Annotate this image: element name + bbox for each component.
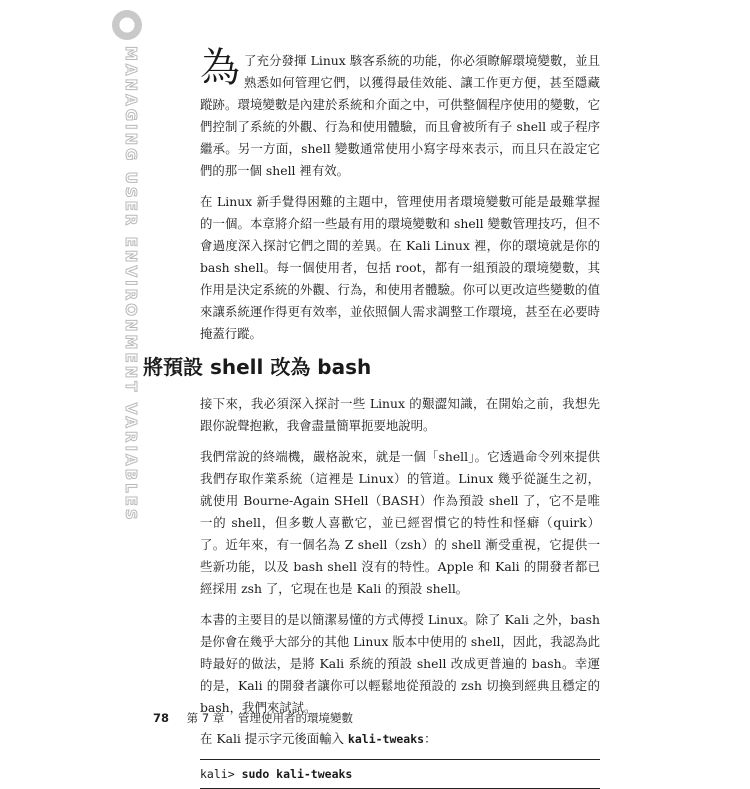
footer-chapter-title: 管理使用者的環境變數 bbox=[237, 711, 353, 725]
section-paragraph-3: 本書的主要目的是以簡潔易懂的方式傳授 Linux。除了 Kali 之外，bash 是你會在幾乎大部分的其他 Linux 版本中使用的 shell，因此，我認為此時最好的做法，是將 Kali 系統的預設 shell 改成更普遍的 bash。幸運的是，Kali 的開發者讓你可以輕鬆地從預設的 zsh 切換到經典且穩定的 bash，我們來試試。 bbox=[200, 612, 600, 715]
intro-paragraph-2: 在 Linux 新手覺得困難的主題中，管理使用者環境變數可能是最難掌握的一個。本章將介紹一些最有用的環境變數和 shell 變數管理技巧，但不會過度深入探討它們之間的差異。在 Kali Linux 裡，你的環境就是你的 bash shell。每一個使用者，包括 root，都有一組預設的環境變數，其作用是決定系統的外觀、行為，和使用者體驗。你可以更改這些變數的值來讓系統運作得更有效率，並依照個人需求調整工作環境，甚至在必要時掩蓋行蹤。 bbox=[200, 194, 600, 341]
inline-code-kali-tweaks: kali-tweaks bbox=[347, 732, 425, 746]
code-command: sudo kali-tweaks bbox=[241, 767, 353, 781]
page-number: 78 bbox=[153, 711, 170, 725]
section-paragraph-4 bbox=[200, 728, 600, 750]
paragraph-4-suffix: ： bbox=[424, 731, 437, 746]
sidebar-chapter-title: MANAGING USER ENVIRONMENT VARIABLES bbox=[122, 46, 140, 523]
code-block bbox=[200, 759, 600, 789]
page-footer bbox=[153, 710, 353, 726]
code-prompt: kali> bbox=[200, 767, 235, 781]
intro-paragraph-1-text: 了充分發揮 Linux 駭客系統的功能，你必須瞭解環境變數，並且熟悉如何管理它們，以獲得最佳效能、讓工作更方便，甚至隱藏蹤跡。環境變數是內建於系統和介面之中，可供整個程序使用的變數，它們控制了系統的外觀、行為和使用體驗，而且會被所有子 shell 或子程序繼承。另一方面，shell 變數通常使用小寫字母來表示，而且只在設定它們的那一個 shell 裡有效。 bbox=[200, 53, 600, 178]
side-strip bbox=[110, 10, 144, 523]
footer-chapter: 第 7 章 bbox=[186, 711, 225, 725]
drop-cap: 為 bbox=[200, 45, 240, 91]
section-paragraph-2: 我們常說的終端機，嚴格說來，就是一個「shell」。它透過命令列來提供我們存取作業系統（這裡是 Linux）的管道。Linux 幾乎從誕生之初，就使用 Bourne-Again SHell（BASH）作為預設 shell 了，它不是唯一的 shell，但多數人喜歡它，並已經習慣它的特性和怪癖（quirk）了。近年來，有一個名為 Z shell（zsh）的 shell 漸受重視，它提供一些新功能，以及 bash shell 沒有的特性。Apple 和 Kali 的開發者都已經採用 zsh 了，它現在也是 Kali 的預設 shell。 bbox=[200, 449, 600, 596]
section-heading: 將預設 shell 改為 bash bbox=[143, 355, 372, 379]
chapter-logo-icon bbox=[112, 10, 142, 40]
paragraph-4-prefix: 在 Kali 提示字元後面輸入 bbox=[200, 731, 344, 746]
section-paragraph-1: 接下來，我必須深入探討一些 Linux 的艱澀知識，在開始之前，我想先跟你說聲抱歉，我會盡量簡單扼要地說明。 bbox=[200, 396, 600, 433]
intro-paragraph-1 bbox=[200, 45, 600, 182]
